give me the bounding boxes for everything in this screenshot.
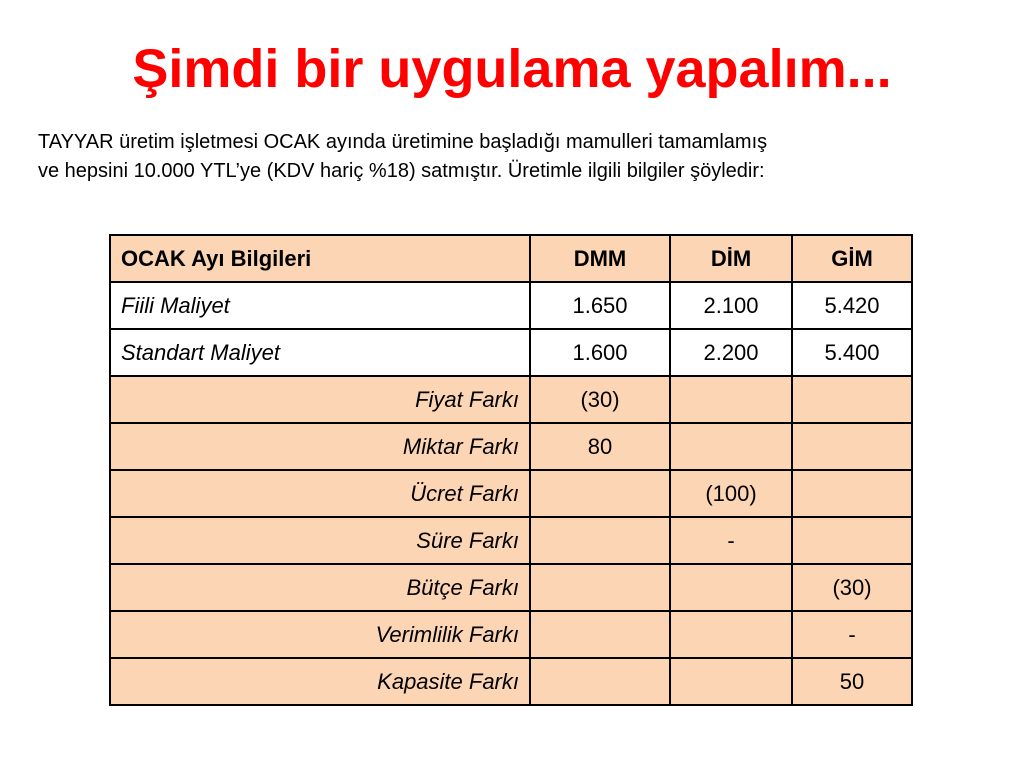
intro-line-1: TAYYAR üretim işletmesi OCAK ayında üretimine başladığı mamulleri tamamlamış — [38, 131, 768, 153]
cell-dmm: 80 — [530, 423, 670, 470]
cell-dmm — [530, 611, 670, 658]
row-label: Süre Farkı — [110, 517, 530, 564]
row-label: Miktar Farkı — [110, 423, 530, 470]
cell-gim — [792, 470, 912, 517]
cell-dmm: 1.650 — [530, 282, 670, 329]
header-dmm: DMM — [530, 235, 670, 282]
table-header-row — [110, 235, 912, 282]
cell-gim: 50 — [792, 658, 912, 705]
cell-dim: - — [670, 517, 792, 564]
cell-dmm — [530, 658, 670, 705]
row-label: Fiili Maliyet — [110, 282, 530, 329]
cell-dim — [670, 658, 792, 705]
row-label: Standart Maliyet — [110, 329, 530, 376]
row-label: Ücret Farkı — [110, 470, 530, 517]
header-gim: GİM — [792, 235, 912, 282]
cell-gim: (30) — [792, 564, 912, 611]
cell-dmm: 1.600 — [530, 329, 670, 376]
row-label: Verimlilik Farkı — [110, 611, 530, 658]
intro-paragraph — [38, 128, 998, 186]
cell-dmm — [530, 470, 670, 517]
intro-line-2: ve hepsini 10.000 YTL’ye (KDV hariç %18) satmıştır. Üretimle ilgili bilgiler şöyledir: — [38, 160, 765, 182]
row-label: Fiyat Farkı — [110, 376, 530, 423]
cell-dim — [670, 564, 792, 611]
header-ocak-bilgileri: OCAK Ayı Bilgileri — [110, 235, 530, 282]
table-row-ucret-farki — [110, 470, 912, 517]
cell-gim — [792, 376, 912, 423]
cell-gim: - — [792, 611, 912, 658]
table-row-fiyat-farki — [110, 376, 912, 423]
cell-dim — [670, 376, 792, 423]
cell-dim — [670, 423, 792, 470]
row-label: Kapasite Farkı — [110, 658, 530, 705]
table-row-standart-maliyet — [110, 329, 912, 376]
cell-dim — [670, 611, 792, 658]
cell-dim: 2.100 — [670, 282, 792, 329]
cell-dmm — [530, 517, 670, 564]
cell-dmm: (30) — [530, 376, 670, 423]
table-row-fiili-maliyet — [110, 282, 912, 329]
cell-dim: (100) — [670, 470, 792, 517]
cell-gim: 5.420 — [792, 282, 912, 329]
table-row-sure-farki — [110, 517, 912, 564]
cell-gim — [792, 517, 912, 564]
table-row-kapasite-farki — [110, 658, 912, 705]
cell-dim: 2.200 — [670, 329, 792, 376]
table-row-miktar-farki — [110, 423, 912, 470]
cost-variance-table — [109, 234, 913, 706]
slide-title: Şimdi bir uygulama yapalım... — [132, 39, 892, 99]
cell-gim — [792, 423, 912, 470]
table-row-butce-farki — [110, 564, 912, 611]
cell-gim: 5.400 — [792, 329, 912, 376]
row-label: Bütçe Farkı — [110, 564, 530, 611]
table-row-verimlilik-farki — [110, 611, 912, 658]
cell-dmm — [530, 564, 670, 611]
header-dim: DİM — [670, 235, 792, 282]
